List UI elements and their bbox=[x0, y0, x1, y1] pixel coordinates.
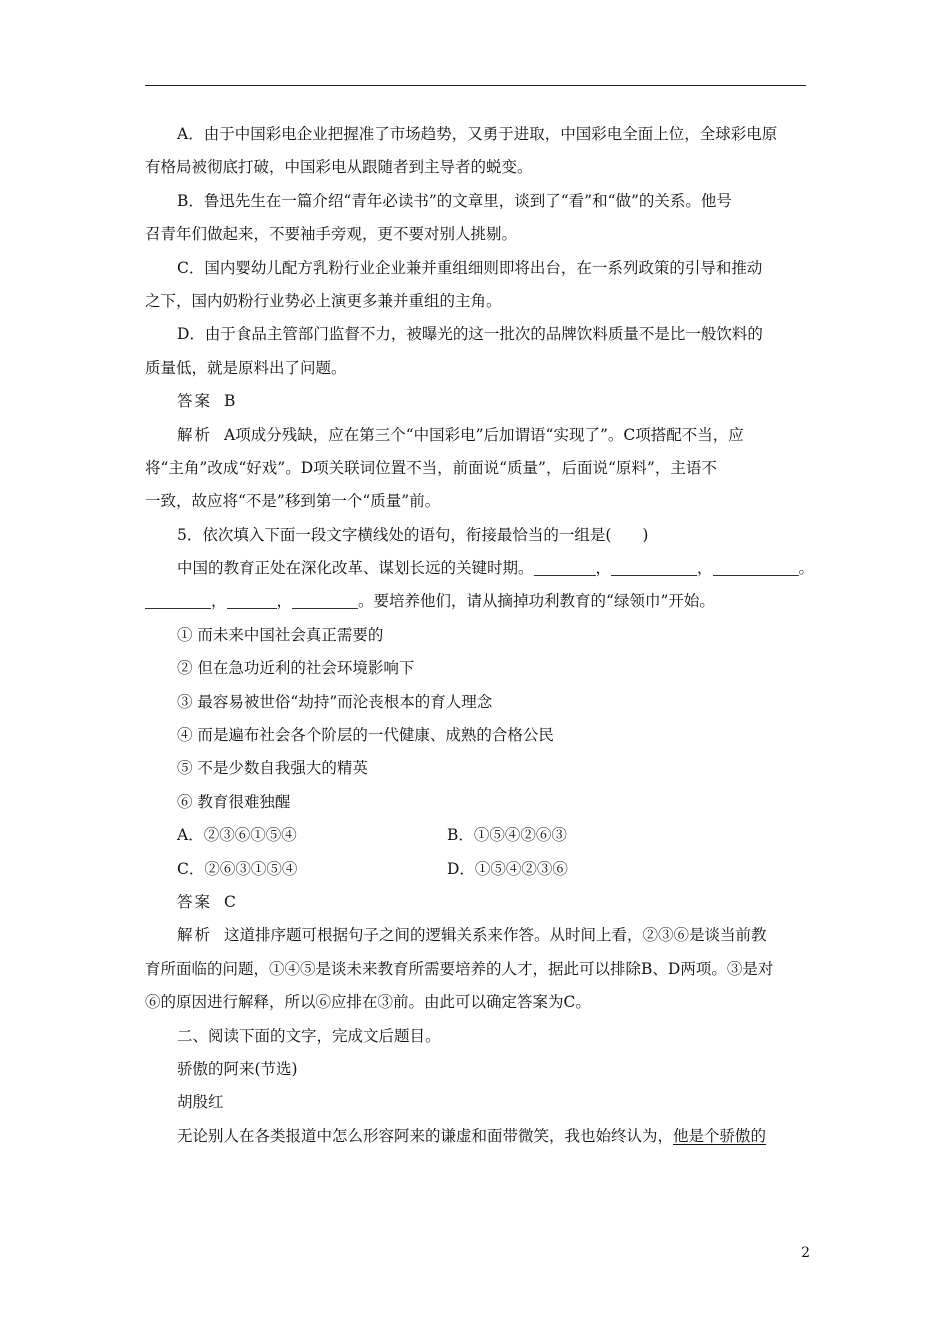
q5-item-2: ② 但在急功近利的社会环境影响下 bbox=[177, 659, 415, 678]
q4-option-d-line1: D．由于食品主管部门监督不力，被曝光的这一批次的品牌饮料质量不是比一般饮料的 bbox=[177, 325, 763, 344]
page-number: 2 bbox=[801, 1245, 810, 1261]
choice-d[interactable]: D．①⑤④②③⑥ bbox=[447, 859, 568, 878]
punct: ， bbox=[697, 559, 713, 578]
answer-blank-2[interactable] bbox=[611, 557, 697, 576]
analysis-label: 解析 bbox=[177, 425, 213, 444]
q5-answer bbox=[145, 886, 806, 919]
q4-option-c-line1: C．国内婴幼儿配方乳粉行业企业兼并重组细则即将出台，在一系列政策的引导和推动 bbox=[177, 258, 763, 277]
header-rule bbox=[145, 85, 806, 86]
article-text: 无论别人在各类报道中怎么形容阿来的谦虚和面带微笑，我也始终认为， bbox=[177, 1126, 674, 1145]
punct: 。 bbox=[798, 559, 815, 578]
section-heading: 二、阅读下面的文字，完成文后题目。 bbox=[177, 1026, 441, 1045]
q4-option-a-line1: A．由于中国彩电企业把握准了市场趋势，又勇于进取，中国彩电全面上位，全球彩电原 bbox=[177, 125, 778, 143]
answer-blank-5[interactable] bbox=[227, 590, 277, 609]
passage-start: 中国的教育正处在深化改革、谋划长远的关键时期。 bbox=[177, 559, 534, 578]
q4-option-b-line1: B．鲁迅先生在一篇介绍“青年必读书”的文章里，谈到了“看”和“做”的关系。他号 bbox=[177, 191, 732, 210]
q5-passage-line1 bbox=[145, 552, 815, 585]
answer-value: C bbox=[224, 892, 236, 911]
choice-c[interactable]: C．②⑥③①⑤④ bbox=[177, 859, 298, 878]
analysis-text: 这道排序题可根据句子之间的逻辑关系来作答。从时间上看，②③⑥是谈当前教 bbox=[224, 926, 767, 945]
q5-question: 5．依次填入下面一段文字横线处的语句，衔接最恰当的一组是( ) bbox=[177, 525, 649, 544]
passage-end: 。要培养他们，请从摘掉功利教育的“绿领巾”开始。 bbox=[358, 592, 715, 611]
choice-b[interactable]: B．①⑤④②⑥③ bbox=[447, 826, 567, 845]
q5-passage-line2 bbox=[145, 585, 806, 618]
q4-analysis-line1 bbox=[145, 419, 806, 452]
document-body bbox=[145, 118, 815, 1153]
q4-option-a-line2: 有格局被彻底打破，中国彩电从跟随者到主导者的蜕变。 bbox=[145, 158, 533, 177]
q4-option-c-line2: 之下，国内奶粉行业势必上演更多兼并重组的主角。 bbox=[145, 291, 502, 310]
q5-item-1: ① 而未来中国社会真正需要的 bbox=[177, 625, 384, 644]
punct: ， bbox=[211, 592, 227, 611]
q4-analysis-line3: 一致，故应将“不是”移到第一个“质量”前。 bbox=[145, 492, 441, 511]
answer-blank-1[interactable] bbox=[534, 557, 596, 576]
article-author: 胡殷红 bbox=[177, 1093, 224, 1112]
q5-item-5: ⑤ 不是少数自我强大的精英 bbox=[177, 759, 368, 778]
q5-analysis-line3: ⑥的原因进行解释，所以⑥应排在③前。由此可以确定答案为C。 bbox=[145, 993, 591, 1012]
answer-blank-6[interactable] bbox=[292, 590, 358, 609]
q5-choices-row2 bbox=[145, 853, 806, 886]
underlined-phrase: 他是个骄傲的 bbox=[673, 1126, 767, 1145]
q5-item-3: ③ 最容易被世俗“劫持”而沦丧根本的育人理念 bbox=[177, 692, 493, 711]
answer-label: 答案 bbox=[177, 392, 213, 411]
answer-value: B bbox=[224, 392, 236, 411]
q5-analysis-line1 bbox=[145, 919, 806, 952]
q4-option-b-line2: 召青年们做起来，不要袖手旁观，更不要对别人挑剔。 bbox=[145, 225, 518, 244]
analysis-text: A项成分残缺，应在第三个“中国彩电”后加谓语“实现了”。C项搭配不当，应 bbox=[224, 425, 744, 444]
answer-blank-4[interactable] bbox=[145, 590, 211, 609]
analysis-label: 解析 bbox=[177, 926, 213, 945]
q4-option-d-line2: 质量低，就是原料出了问题。 bbox=[145, 358, 347, 377]
q4-answer bbox=[145, 385, 806, 418]
answer-label: 答案 bbox=[177, 892, 213, 911]
q5-choices-row1 bbox=[145, 819, 806, 852]
q4-analysis-line2: 将“主角”改成“好戏”。D项关联词位置不当，前面说“质量”，后面说“原料”，主语不 bbox=[145, 458, 717, 477]
choice-a[interactable]: A．②③⑥①⑤④ bbox=[177, 826, 297, 845]
answer-blank-3[interactable] bbox=[713, 557, 799, 576]
article-first-line bbox=[145, 1120, 806, 1153]
q5-analysis-line2: 育所面临的问题，①④⑤是谈未来教育所需要培养的人才，据此可以排除B、D两项。③是对 bbox=[145, 959, 774, 978]
q5-item-6: ⑥ 教育很难独醒 bbox=[177, 792, 291, 811]
q5-item-4: ④ 而是遍布社会各个阶层的一代健康、成熟的合格公民 bbox=[177, 726, 554, 745]
punct: ， bbox=[595, 559, 612, 578]
article-title: 骄傲的阿来(节选) bbox=[177, 1059, 298, 1078]
punct: ， bbox=[276, 592, 293, 611]
